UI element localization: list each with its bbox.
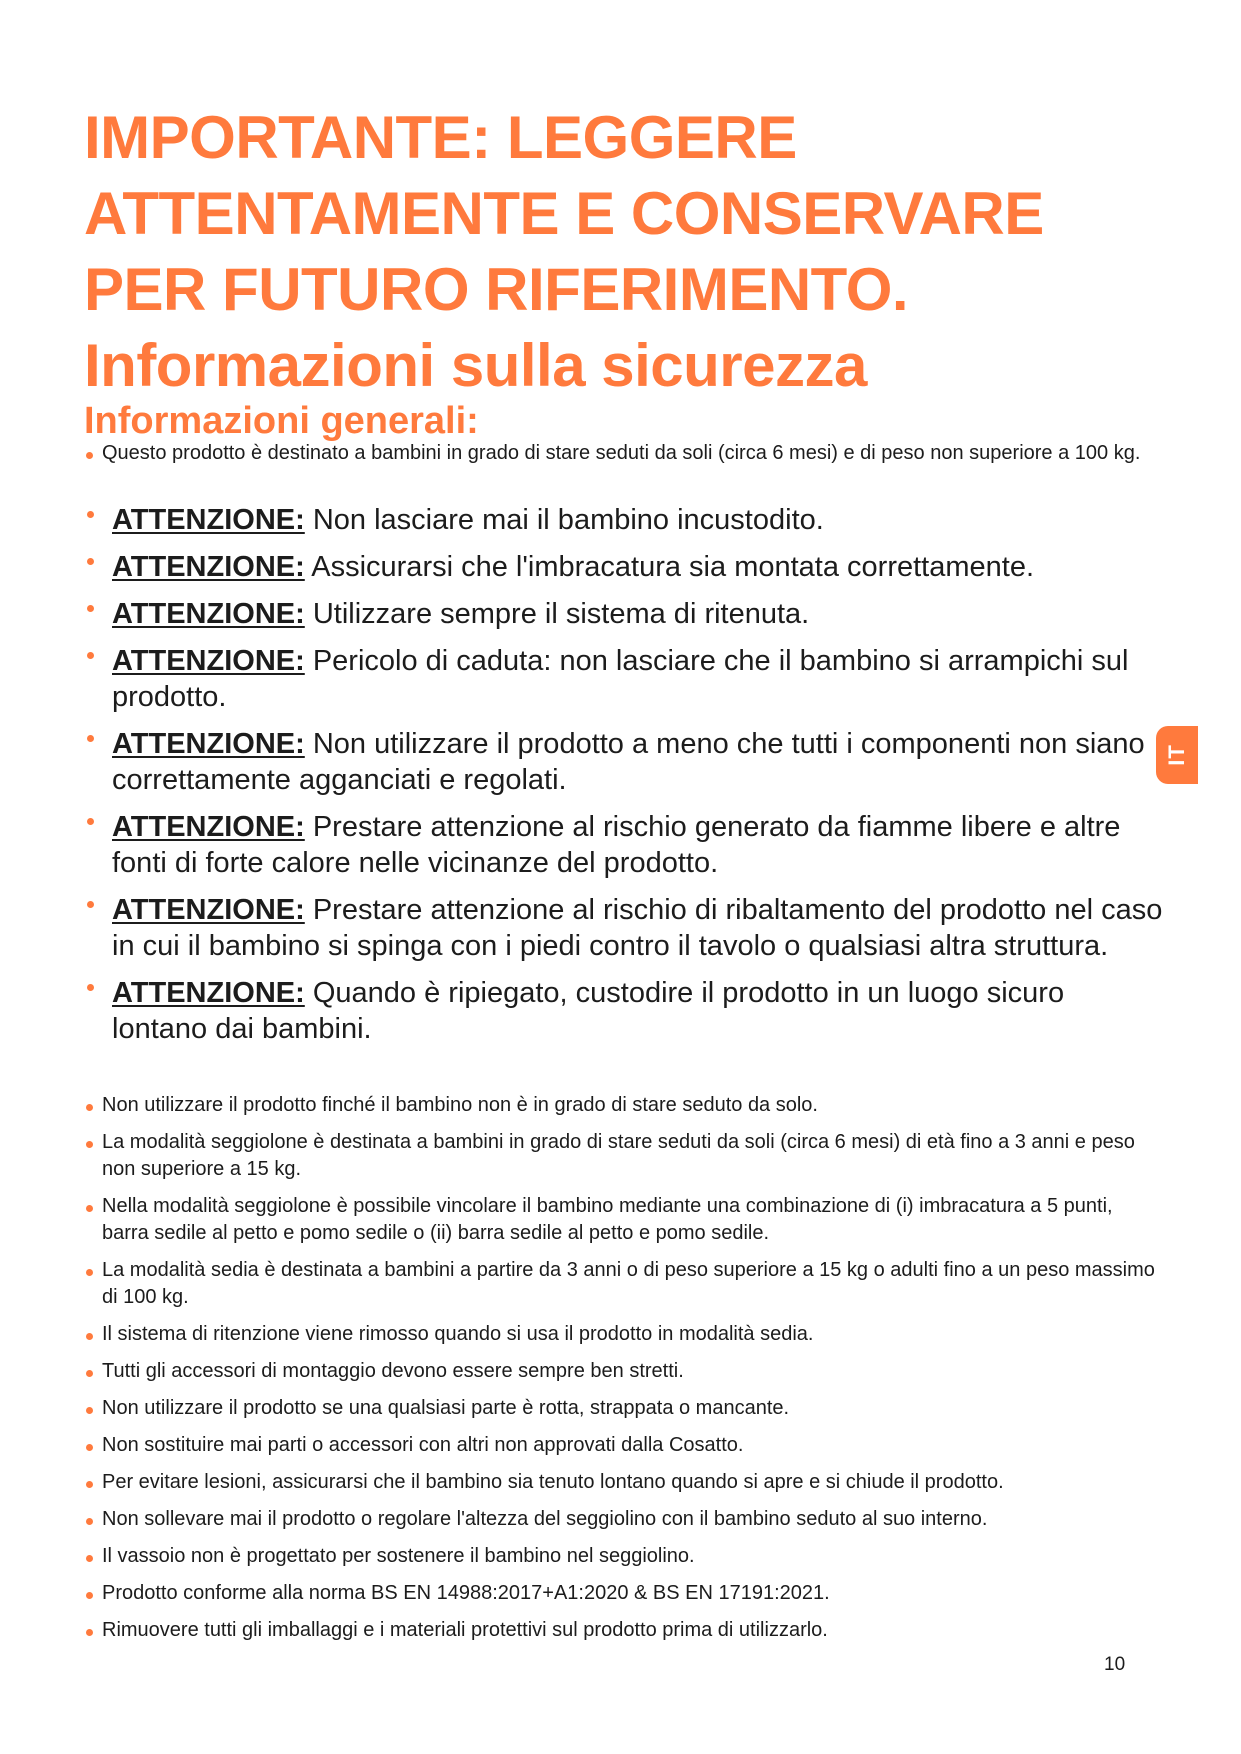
warning-text: Assicurarsi che l'imbracatura sia montata correttamente. <box>304 551 1035 583</box>
warning-label: ATTENZIONE: <box>112 598 305 630</box>
list-item: Il sistema di ritenzione viene rimosso quando si usa il prodotto in modalità sedia. <box>84 1321 1164 1348</box>
list-item: La modalità seggiolone è destinata a bambini in grado di stare seduti da soli (circa 6 mesi) di età fino a 3 anni e peso non superiore a 15 kg. <box>84 1129 1164 1183</box>
page-number: 10 <box>1104 1654 1126 1675</box>
intro-note: Questo prodotto è destinato a bambini in grado di stare seduti da soli (circa 6 mesi) e di peso non superiore a 100 kg. <box>84 440 1164 467</box>
page-title <box>84 100 1204 404</box>
warning-label: ATTENZIONE: <box>112 645 305 677</box>
list-item: Non utilizzare il prodotto se una qualsiasi parte è rotta, strappata o mancante. <box>84 1395 1164 1422</box>
list-item: Nella modalità seggiolone è possibile vincolare il bambino mediante una combinazione di (i) imbracatura a 5 punti, barra sedile al petto e pomo sedile o (ii) barra sedile al petto e pomo sedile. <box>84 1193 1164 1247</box>
warning-label: ATTENZIONE: <box>112 894 305 926</box>
list-item: Non utilizzare il prodotto finché il bambino non è in grado di stare seduto da solo. <box>84 1092 1164 1119</box>
list-item: Rimuovere tutti gli imballaggi e i materiali protettivi sul prodotto prima di utilizzarlo. <box>84 1617 1164 1644</box>
language-tab-label: IT <box>1164 744 1189 766</box>
warning-text: Quando è ripiegato, custodire il prodotto in un luogo sicuro lontano dai bambini. <box>112 977 1065 1045</box>
list-item: Tutti gli accessori di montaggio devono essere sempre ben stretti. <box>84 1358 1164 1385</box>
warning-label: ATTENZIONE: <box>112 551 305 583</box>
warning-item <box>84 596 1164 632</box>
warning-item <box>84 643 1164 715</box>
warning-item <box>84 549 1164 585</box>
title-line: ATTENTAMENTE E CONSERVARE <box>84 180 1044 247</box>
warning-text: Non utilizzare il prodotto a meno che tutti i componenti non siano correttamente agganciati e regolati. <box>112 728 1145 796</box>
warning-text: Pericolo di caduta: non lasciare che il bambino si arrampichi sul prodotto. <box>112 645 1129 713</box>
list-item: La modalità sedia è destinata a bambini a partire da 3 anni o di peso superiore a 15 kg o adulti fino a un peso massimo di 100 kg. <box>84 1257 1164 1311</box>
warning-label: ATTENZIONE: <box>112 977 305 1009</box>
language-tab <box>1156 726 1198 784</box>
warnings-list <box>84 502 1164 1058</box>
title-line: Informazioni sulla sicurezza <box>84 332 867 399</box>
intro-notes <box>84 440 1164 467</box>
warning-item <box>84 809 1164 881</box>
list-item: Prodotto conforme alla norma BS EN 14988:2017+A1:2020 & BS EN 17191:2021. <box>84 1580 1164 1607</box>
list-item: Il vassoio non è progettato per sostenere il bambino nel seggiolino. <box>84 1543 1164 1570</box>
warning-item <box>84 726 1164 798</box>
warning-label: ATTENZIONE: <box>112 504 305 536</box>
section-heading: Informazioni generali: <box>84 400 479 442</box>
warning-label: ATTENZIONE: <box>112 728 305 760</box>
list-item: Non sostituire mai parti o accessori con altri non approvati dalla Cosatto. <box>84 1432 1164 1459</box>
general-notes-list <box>84 1092 1164 1654</box>
warning-label: ATTENZIONE: <box>112 811 305 843</box>
warning-item <box>84 502 1164 538</box>
title-line: IMPORTANTE: LEGGERE <box>84 104 797 171</box>
warning-text: Prestare attenzione al rischio di ribaltamento del prodotto nel caso in cui il bambino si spinga con i piedi contro il tavolo o qualsiasi altra struttura. <box>112 894 1163 962</box>
list-item: Non sollevare mai il prodotto o regolare l'altezza del seggiolino con il bambino seduto al suo interno. <box>84 1506 1164 1533</box>
warning-text: Utilizzare sempre il sistema di ritenuta. <box>304 598 810 630</box>
warning-text: Prestare attenzione al rischio generato da fiamme libere e altre fonti di forte calore nelle vicinanze del prodotto. <box>112 811 1121 879</box>
list-item: Per evitare lesioni, assicurarsi che il bambino sia tenuto lontano quando si apre e si chiude il prodotto. <box>84 1469 1164 1496</box>
warning-item <box>84 975 1164 1047</box>
title-line: PER FUTURO RIFERIMENTO. <box>84 256 909 323</box>
warning-item <box>84 892 1164 964</box>
warning-text: Non lasciare mai il bambino incustodito. <box>304 504 824 536</box>
